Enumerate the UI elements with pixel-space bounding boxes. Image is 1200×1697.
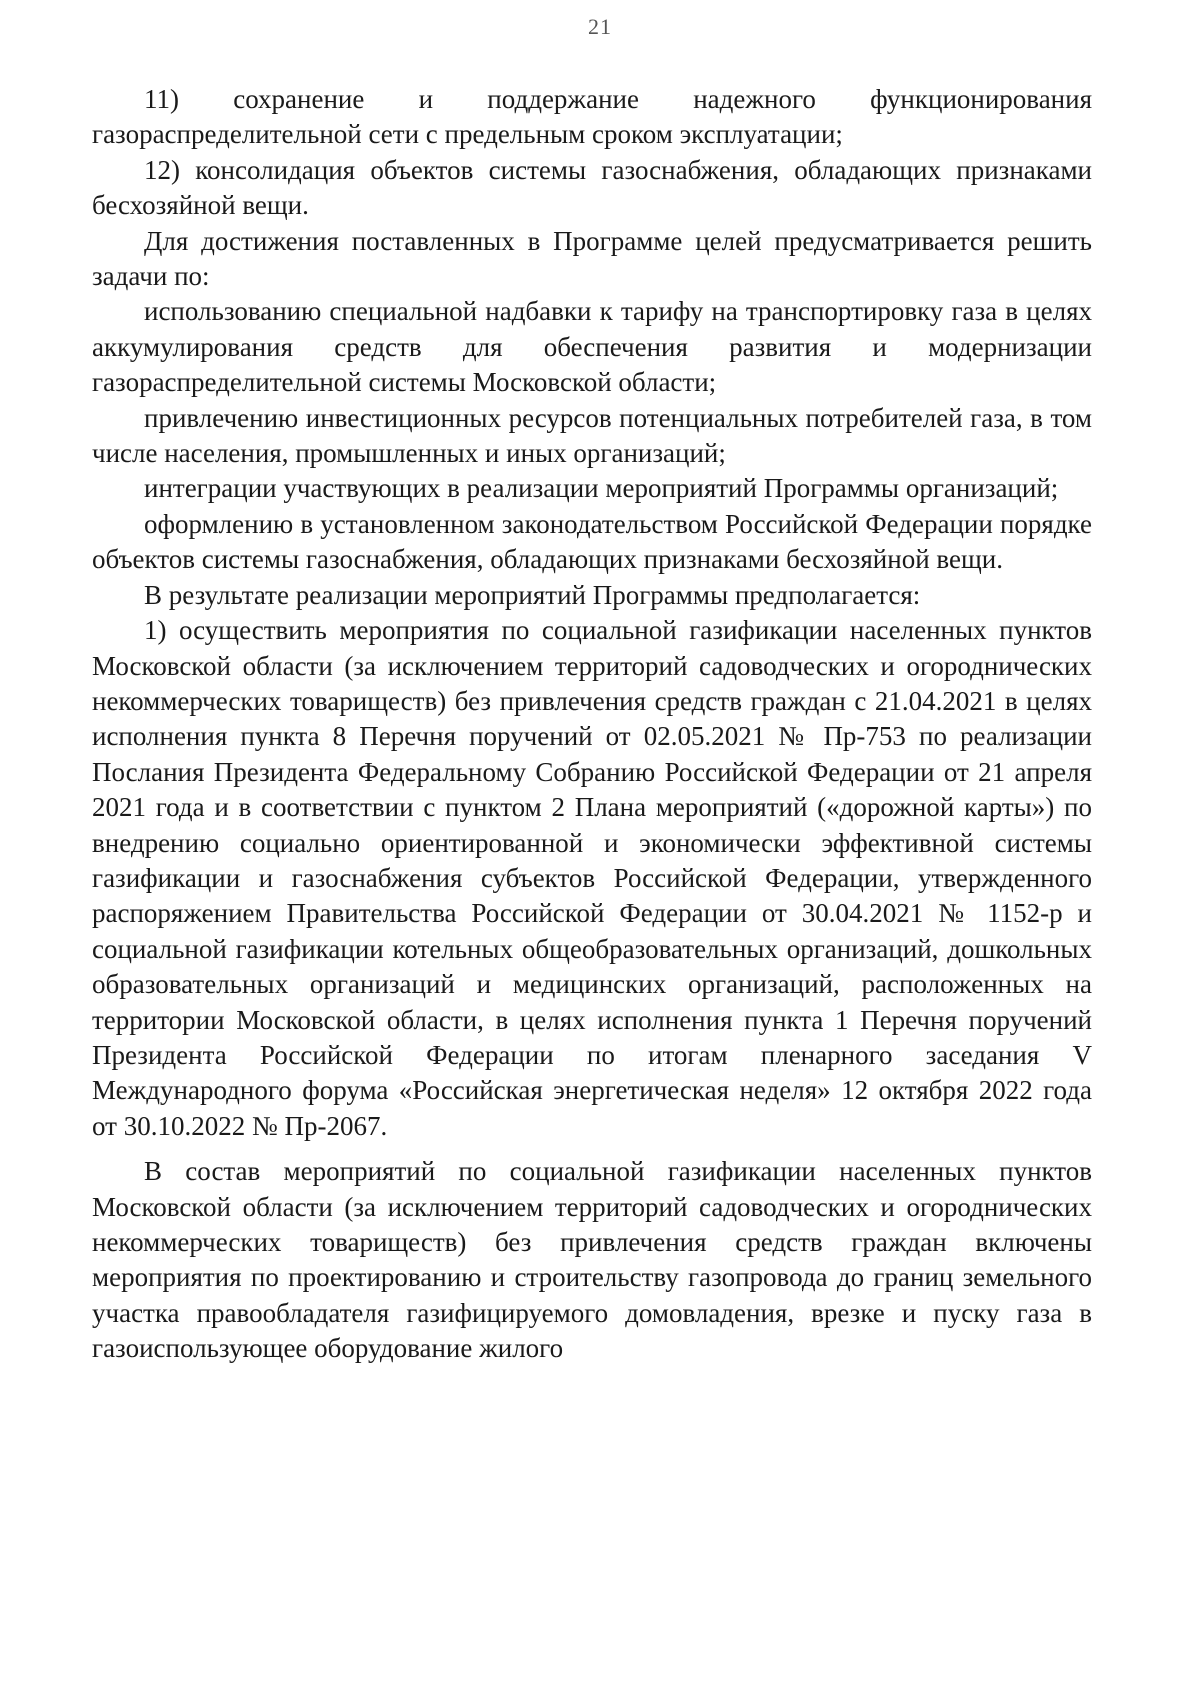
result-item-1: 1) осуществить мероприятия по социальной газификации населенных пунктов Московской области (за исключением территорий садоводческих и огороднических некоммерческих товариществ) без привлечения средств граждан с 21.04.2021 в целях исполнения пункта 8 Перечня поручений от 02.05.2021 № Пр-753 по реализации Послания Президента Федеральному Собранию Российской Федерации от 21 апреля 2021 года и в соответствии с пунктом 2 Плана мероприятий («дорожной карты») по внедрению социально ориентированной и экономически эффективной системы газификации и газоснабжения субъектов Российской Федерации, утвержденного распоряжением Правительства Российской Федерации от 30.04.2021 № 1152-р и социальной газификации котельных общеобразовательных организаций, дошкольных образовательных организаций и медицинских организаций, расположенных на территории Московской области, в целях исполнения пункта 1 Перечня поручений Президента Российской Федерации по итогам пленарного заседания V Международного форума «Российская энергетическая неделя» 12 октября 2022 года от 30.10.2022 № Пр-2067. (92, 615, 1092, 1141)
list-item-12: 12) консолидация объектов системы газоснабжения, обладающих признаками бесхозяйной вещи. (92, 154, 1092, 221)
task-item-integration: интеграции участвующих в реализации мероприятий Программы организаций; (144, 473, 1059, 504)
task-item-registration: оформлению в установленном законодательством Российской Федерации порядке объектов системы газоснабжения, обладающих признаками бесхозяйной вещи. (92, 508, 1092, 575)
list-item-11: 11) сохранение и поддержание надежного функционирования газораспределительной сети с предельным сроком эксплуатации; (92, 84, 1092, 150)
page-number: 21 (588, 14, 612, 39)
task-item-investment: привлечению инвестиционных ресурсов потенциальных потребителей газа, в том числе населения, промышленных и иных организаций; (92, 402, 1092, 469)
document-body (92, 82, 1092, 1367)
tasks-intro-paragraph: Для достижения поставленных в Программе целей предусматривается решить задачи по: (92, 225, 1092, 292)
results-intro-paragraph: В результате реализации мероприятий Программы предполагается: (144, 579, 921, 610)
social-gasification-paragraph: В состав мероприятий по социальной газификации населенных пунктов Московской области (за исключением территорий садоводческих и огороднических некоммерческих товариществ) без привлечения средств граждан включены мероприятия по проектированию и строительству газопровода до границ земельного участка правообладателя газифицируемого домовладения, врезке и пуску газа в газоиспользующее оборудование жилого (92, 1156, 1092, 1364)
task-item-surcharge: использованию специальной надбавки к тарифу на транспортировку газа в целях аккумулирования средств для обеспечения развития и модернизации газораспределительной системы Московской области; (92, 296, 1092, 398)
